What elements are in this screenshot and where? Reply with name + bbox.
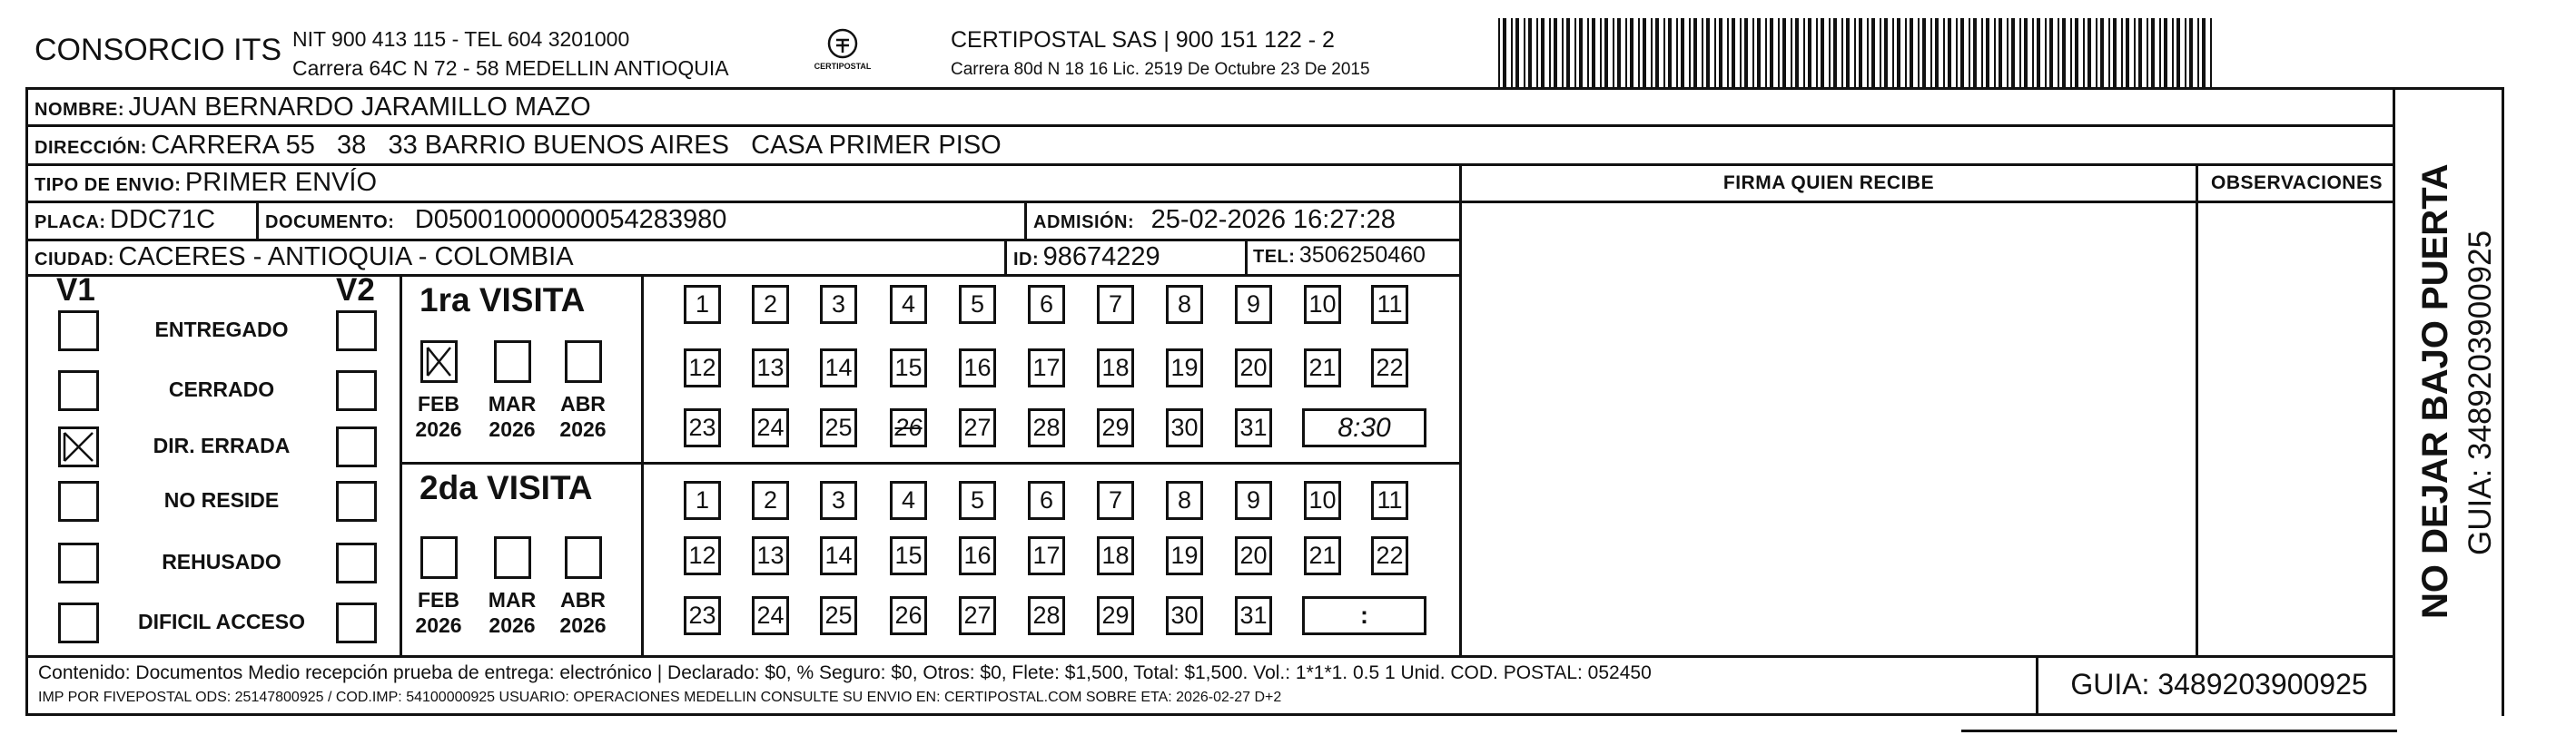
barcode-bar <box>1910 18 1913 87</box>
barcode-bar <box>1846 18 1850 87</box>
barcode-bar <box>2062 18 2066 87</box>
day-box[interactable]: 26 <box>890 408 927 447</box>
barcode-bar <box>2083 18 2085 87</box>
day-box[interactable]: 19 <box>1166 536 1203 575</box>
barcode-bar <box>1816 18 1818 87</box>
barcode-bar <box>2164 18 2167 87</box>
admision-value: 25-02-2026 16:27:28 <box>1150 205 1396 234</box>
barcode <box>1496 18 2218 87</box>
day-box[interactable]: 19 <box>1166 348 1203 387</box>
day-box[interactable]: 10 <box>1304 481 1341 520</box>
direccion-value: CARRERA 55 38 33 BARRIO BUENOS AIRES CASA PRIMER PISO <box>151 131 1002 160</box>
check-mark-icon <box>423 343 455 380</box>
month-label: FEB 2026 <box>415 392 462 441</box>
nombre-label: NOMBRE: <box>35 100 125 120</box>
barcode-bar <box>1757 18 1761 87</box>
v2-checkbox[interactable] <box>336 310 377 351</box>
id-label: ID: <box>1013 250 1040 270</box>
status-label: REHUSADO <box>162 550 281 573</box>
barcode-bar <box>1625 18 1627 87</box>
day-box[interactable]: 12 <box>684 536 721 575</box>
barcode-bar <box>2189 18 2193 87</box>
side-guia: GUIA: 3489203900925 <box>2462 230 2498 555</box>
barcode-bar <box>1732 18 1735 87</box>
barcode-bar <box>2096 18 2097 87</box>
barcode-bar <box>2185 18 2186 87</box>
tipo-label: TIPO DE ENVIO: <box>35 175 182 195</box>
barcode-bar <box>2058 18 2059 87</box>
v2-checkbox[interactable] <box>336 370 377 411</box>
v1-checkbox[interactable] <box>58 370 99 411</box>
barcode-bar <box>2151 18 2155 87</box>
barcode-bar <box>1829 18 1831 87</box>
day-box[interactable]: 3 <box>820 285 857 324</box>
month-checkbox[interactable] <box>420 536 458 579</box>
status-label: NO RESIDE <box>163 488 280 512</box>
day-box[interactable]: 16 <box>959 536 996 575</box>
day-box[interactable]: 28 <box>1028 596 1065 635</box>
logo-text: CERTIPOSTAL <box>814 62 872 71</box>
barcode-bar <box>2159 18 2161 87</box>
day-box[interactable]: 20 <box>1235 348 1272 387</box>
barcode-bar <box>1638 18 1640 87</box>
barcode-bar <box>2100 18 2104 87</box>
v1-checkbox[interactable] <box>58 481 99 522</box>
barcode-bar <box>1905 18 1907 87</box>
side-warning: NO DEJAR BAJO PUERTA <box>2415 163 2455 619</box>
barcode-bar <box>1765 18 1767 87</box>
day-box[interactable]: 31 <box>1235 596 1272 635</box>
month-label: MAR 2026 <box>488 392 537 441</box>
barcode-bar <box>1791 18 1792 87</box>
placa-cell <box>35 205 215 235</box>
barcode-bar <box>1676 18 1678 87</box>
tel-label: TEL: <box>1253 247 1296 267</box>
day-box[interactable]: 2 <box>752 285 789 324</box>
logo-icon <box>806 25 879 80</box>
day-box[interactable]: 30 <box>1166 408 1203 447</box>
carrier-name: CERTIPOSTAL SAS | 900 151 122 - 2 <box>951 27 1335 53</box>
nombre-value: JUAN BERNARDO JARAMILLO MAZO <box>128 93 591 122</box>
footer-guia: GUIA: 3489203900925 <box>2070 668 2368 701</box>
barcode-bar <box>1986 18 1989 87</box>
month-checkbox[interactable] <box>494 340 531 383</box>
barcode-bar <box>1524 18 1525 87</box>
day-box[interactable]: 31 <box>1235 408 1272 447</box>
day-box[interactable]: 29 <box>1097 596 1134 635</box>
barcode-bar <box>1808 18 1811 87</box>
day-box[interactable]: 4 <box>890 481 927 520</box>
v2-checkbox[interactable] <box>336 426 377 467</box>
day-box[interactable]: 8 <box>1166 481 1203 520</box>
admision-cell <box>1033 205 1396 235</box>
observaciones-area[interactable] <box>2200 203 2393 653</box>
v1-checkbox[interactable] <box>58 543 99 583</box>
v1-checkbox[interactable] <box>58 426 99 467</box>
barcode-bar <box>1922 18 1926 87</box>
v2-checkbox[interactable] <box>336 603 377 643</box>
carrier-address: Carrera 80d N 18 16 Lic. 2519 De Octubre 23 De 2015 <box>951 60 1370 79</box>
day-box[interactable]: 5 <box>959 481 996 520</box>
ciudad-value: CACERES - ANTIOQUIA - COLOMBIA <box>118 242 574 271</box>
day-box[interactable]: 28 <box>1028 408 1065 447</box>
barcode-bar <box>1617 18 1621 87</box>
day-box[interactable]: 15 <box>890 536 927 575</box>
barcode-bar <box>1604 18 1608 87</box>
day-box[interactable]: 16 <box>959 348 996 387</box>
certipostal-logo <box>806 25 879 80</box>
day-box[interactable]: 11 <box>1371 481 1408 520</box>
barcode-bar <box>2210 18 2212 87</box>
ciudad-label: CIUDAD: <box>35 250 114 270</box>
barcode-bar <box>1727 18 1729 87</box>
barcode-bar <box>1511 18 1513 87</box>
day-box[interactable]: 11 <box>1371 285 1408 324</box>
barcode-bar <box>2121 18 2123 87</box>
barcode-bar <box>1562 18 1564 87</box>
month-checkbox[interactable] <box>565 340 602 383</box>
tipo-value: PRIMER ENVÍO <box>184 168 378 197</box>
barcode-bar <box>1999 18 2002 87</box>
day-box[interactable]: 30 <box>1166 596 1203 635</box>
direccion-row <box>35 131 1002 161</box>
barcode-bar <box>1956 18 1958 87</box>
barcode-bar <box>1782 18 1786 87</box>
day-box[interactable]: 21 <box>1304 348 1341 387</box>
day-box[interactable]: 6 <box>1028 481 1065 520</box>
v2-checkbox[interactable] <box>336 543 377 583</box>
id-cell <box>1013 242 1160 272</box>
barcode-bar <box>1943 18 1945 87</box>
company-name: CONSORCIO ITS <box>35 33 282 67</box>
visit1-title: 1ra VISITA <box>419 281 586 318</box>
documento-cell <box>265 205 726 235</box>
barcode-bar <box>1651 18 1653 87</box>
company-nit: NIT 900 413 115 - TEL 604 3201000 <box>292 27 630 51</box>
barcode-bar <box>2176 18 2180 87</box>
barcode-bar <box>1778 18 1780 87</box>
ciudad-cell <box>35 242 574 272</box>
day-box[interactable]: 20 <box>1235 536 1272 575</box>
day-box[interactable]: 7 <box>1097 285 1134 324</box>
barcode-bar <box>1668 18 1672 87</box>
tel-value: 3506250460 <box>1298 242 1426 268</box>
day-box[interactable]: 23 <box>684 596 721 635</box>
barcode-bar <box>1719 18 1722 87</box>
barcode-bar <box>1689 18 1691 87</box>
barcode-bar <box>1528 18 1532 87</box>
barcode-bar <box>1681 18 1684 87</box>
day-box[interactable]: 8 <box>1166 285 1203 324</box>
barcode-bar <box>1973 18 1977 87</box>
documento-label: DOCUMENTO: <box>265 212 395 232</box>
barcode-bar <box>2045 18 2047 87</box>
nombre-row <box>35 93 591 122</box>
barcode-bar <box>1702 18 1703 87</box>
barcode-bar <box>1706 18 1710 87</box>
barcode-bar <box>1770 18 1773 87</box>
barcode-bar <box>2126 18 2129 87</box>
day-box[interactable]: 10 <box>1304 285 1341 324</box>
barcode-bar <box>1536 18 1538 87</box>
month-label: ABR 2026 <box>559 392 607 441</box>
day-box[interactable]: 5 <box>959 285 996 324</box>
barcode-bar <box>2070 18 2072 87</box>
barcode-bar <box>2172 18 2174 87</box>
day-box[interactable]: 4 <box>890 285 927 324</box>
barcode-bar <box>1579 18 1583 87</box>
barcode-bar <box>2032 18 2034 87</box>
barcode-bar <box>1613 18 1614 87</box>
barcode-bar <box>1655 18 1659 87</box>
barcode-bar <box>2011 18 2015 87</box>
day-box[interactable]: 22 <box>1371 348 1408 387</box>
barcode-bar <box>1871 18 1875 87</box>
barcode-bar <box>1744 18 1748 87</box>
v1-checkbox[interactable] <box>58 310 99 351</box>
barcode-bar <box>1892 18 1894 87</box>
day-box[interactable]: 25 <box>820 408 857 447</box>
barcode-bar <box>1969 18 1970 87</box>
v2-checkbox[interactable] <box>336 481 377 522</box>
barcode-bar <box>1515 18 1519 87</box>
status-label: DIFICIL ACCESO <box>137 610 305 633</box>
day-box[interactable]: 1 <box>684 481 721 520</box>
day-box[interactable]: 9 <box>1235 481 1272 520</box>
barcode-bar <box>1880 18 1881 87</box>
barcode-bar <box>1714 18 1716 87</box>
day-box[interactable]: 17 <box>1028 348 1065 387</box>
barcode-bar <box>1897 18 1900 87</box>
day-box[interactable]: 14 <box>820 348 857 387</box>
barcode-bar <box>2134 18 2136 87</box>
status-label: DIR. ERRADA <box>153 434 291 457</box>
day-box[interactable]: 24 <box>752 408 789 447</box>
status-label: ENTREGADO <box>154 318 289 341</box>
v2-label: V2 <box>336 272 375 308</box>
barcode-bar <box>1884 18 1888 87</box>
barcode-bar <box>1981 18 1983 87</box>
barcode-bar <box>2087 18 2091 87</box>
tel-cell <box>1253 242 1426 269</box>
day-box[interactable]: 18 <box>1097 536 1134 575</box>
company-address: Carrera 64C N 72 - 58 MEDELLIN ANTIOQUIA <box>292 56 729 80</box>
barcode-bar <box>1803 18 1805 87</box>
day-box[interactable]: 26 <box>890 596 927 635</box>
barcode-bar <box>1841 18 1843 87</box>
observaciones-header: OBSERVACIONES <box>2211 172 2383 193</box>
day-box[interactable]: 22 <box>1371 536 1408 575</box>
day-box[interactable]: 27 <box>959 408 996 447</box>
day-box[interactable]: 7 <box>1097 481 1134 520</box>
visit2-title: 2da VISITA <box>419 469 593 506</box>
barcode-bar <box>1960 18 1964 87</box>
day-box[interactable]: 13 <box>752 348 789 387</box>
barcode-bar <box>1740 18 1742 87</box>
barcode-bar <box>2019 18 2021 87</box>
barcode-bar <box>1752 18 1754 87</box>
day-box[interactable]: 21 <box>1304 536 1341 575</box>
day-box[interactable]: 23 <box>684 408 721 447</box>
day-box[interactable]: 24 <box>752 596 789 635</box>
documento-value: D05001000000054283980 <box>414 205 727 234</box>
day-box[interactable]: 9 <box>1235 285 1272 324</box>
day-box[interactable]: 27 <box>959 596 996 635</box>
day-box[interactable]: 29 <box>1097 408 1134 447</box>
placa-label: PLACA: <box>35 212 106 232</box>
day-box[interactable]: 1 <box>684 285 721 324</box>
month-checkbox[interactable] <box>494 536 531 579</box>
day-box[interactable]: 2 <box>752 481 789 520</box>
barcode-bar <box>2075 18 2078 87</box>
barcode-bar <box>1930 18 1932 87</box>
day-box[interactable]: 18 <box>1097 348 1134 387</box>
v1-checkbox[interactable] <box>58 603 99 643</box>
barcode-bar <box>1600 18 1602 87</box>
firma-header: FIRMA QUIEN RECIBE <box>1722 172 1935 193</box>
barcode-bar <box>1795 18 1799 87</box>
barcode-bar <box>2037 18 2040 87</box>
barcode-bar <box>2024 18 2028 87</box>
barcode-bar <box>1592 18 1595 87</box>
barcode-bar <box>1994 18 1996 87</box>
visit1-time-field[interactable]: 8:30 <box>1302 408 1426 447</box>
barcode-bar <box>2202 18 2206 87</box>
barcode-bar <box>2147 18 2148 87</box>
firma-area[interactable] <box>1464 203 2194 653</box>
barcode-bar <box>1859 18 1862 87</box>
barcode-bar <box>1566 18 1570 87</box>
day-box[interactable]: 6 <box>1028 285 1065 324</box>
tipo-row <box>35 168 377 198</box>
month-label: MAR 2026 <box>488 588 537 637</box>
visit2-time-field[interactable]: : <box>1302 596 1426 635</box>
direccion-label: DIRECCIÓN: <box>35 138 147 158</box>
status-label: CERRADO <box>168 377 275 401</box>
barcode-bar <box>1833 18 1837 87</box>
month-checkbox[interactable] <box>420 340 458 383</box>
check-mark-icon <box>61 429 96 465</box>
v1-label: V1 <box>56 272 95 308</box>
barcode-bar <box>1935 18 1939 87</box>
day-box[interactable]: 12 <box>684 348 721 387</box>
day-box[interactable]: 14 <box>820 536 857 575</box>
day-box[interactable]: 25 <box>820 596 857 635</box>
barcode-bar <box>1574 18 1576 87</box>
barcode-bar <box>1503 18 1506 87</box>
barcode-bar <box>2049 18 2053 87</box>
month-checkbox[interactable] <box>565 536 602 579</box>
barcode-bar <box>1643 18 1646 87</box>
day-box[interactable]: 3 <box>820 481 857 520</box>
barcode-bar <box>1630 18 1633 87</box>
barcode-bar <box>1549 18 1551 87</box>
barcode-bar <box>2108 18 2110 87</box>
month-label: ABR 2026 <box>559 588 607 637</box>
barcode-bar <box>1498 18 1500 87</box>
day-box[interactable]: 15 <box>890 348 927 387</box>
barcode-bar <box>1918 18 1920 87</box>
barcode-bar <box>1948 18 1951 87</box>
day-box[interactable]: 17 <box>1028 536 1065 575</box>
barcode-bar <box>1587 18 1589 87</box>
barcode-bar <box>1821 18 1824 87</box>
footer-imp: IMP POR FIVEPOSTAL ODS: 25147800925 / COD.IMP: 54100000925 USUARIO: OPERACIONES MEDELLIN CONSULTE SU ENVIO EN: CERTIPOSTAL.COM SOBRE ETA: 2026-02-27 D+2 <box>38 690 1282 705</box>
placa-value: DDC71C <box>110 205 216 234</box>
barcode-bar <box>2138 18 2142 87</box>
barcode-bar <box>1854 18 1856 87</box>
footer-content: Contenido: Documentos Medio recepción prueba de entrega: electrónico | Declarado: $0, % Seguro: $0, Otros: $0, Flete: $1,500, Total: $1,500. Vol.: 1*1*1. 0.5 1 Unid. COD. POSTAL: 052450 <box>38 662 1652 683</box>
barcode-bar <box>1693 18 1697 87</box>
admision-label: ADMISIÓN: <box>1033 212 1135 232</box>
barcode-bar <box>2007 18 2008 87</box>
barcode-bar <box>2197 18 2199 87</box>
day-box[interactable]: 13 <box>752 536 789 575</box>
barcode-bar <box>1554 18 1557 87</box>
month-label: FEB 2026 <box>415 588 462 637</box>
barcode-bar <box>1867 18 1869 87</box>
id-value: 98674229 <box>1042 242 1160 271</box>
barcode-bar <box>2113 18 2117 87</box>
barcode-bar <box>1541 18 1545 87</box>
barcode-bar <box>1663 18 1665 87</box>
